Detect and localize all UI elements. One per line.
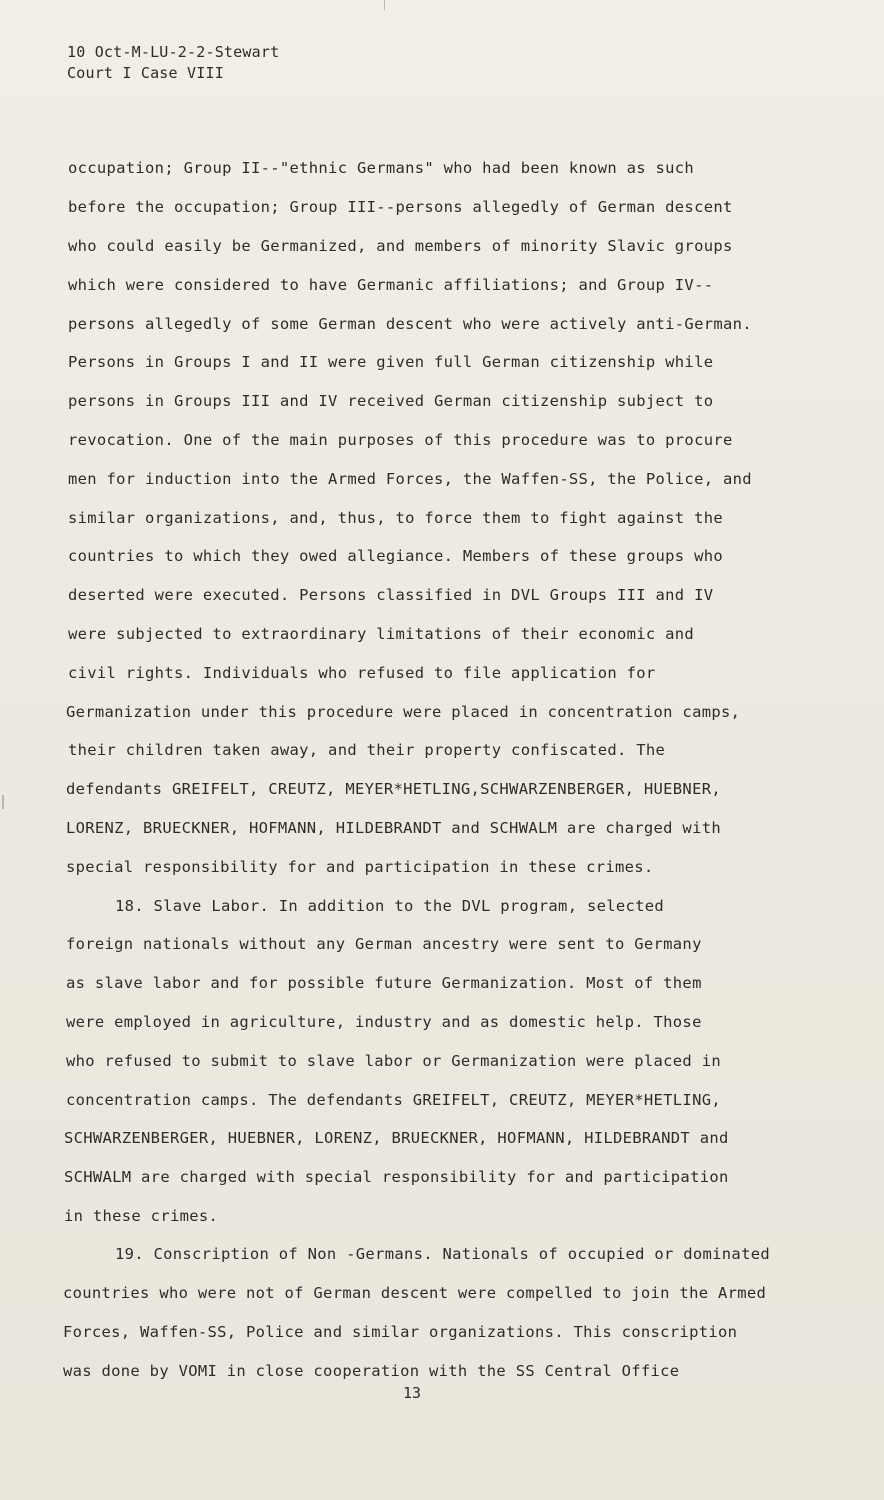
text-line: foreign nationals without any German ancestry were sent to Germany xyxy=(66,935,702,953)
text-line: before the occupation; Group III--persons allegedly of German descent xyxy=(68,198,733,216)
text-line: in these crimes. xyxy=(64,1207,219,1225)
text-line: countries who were not of German descent were compelled to join the Armed xyxy=(63,1284,767,1302)
text-line: concentration camps. The defendants GREIFELT, CREUTZ, MEYER*HETLING, xyxy=(66,1091,721,1109)
text-line: LORENZ, BRUECKNER, HOFMANN, HILDEBRANDT and SCHWALM are charged with xyxy=(66,819,721,837)
text-line: persons allegedly of some German descent who were actively anti-German. xyxy=(68,315,752,333)
text-line: were subjected to extraordinary limitations of their economic and xyxy=(68,625,695,643)
text-line: were employed in agriculture, industry and as domestic help. Those xyxy=(66,1013,702,1031)
document-header xyxy=(67,42,279,84)
text-line: who could easily be Germanized, and members of minority Slavic groups xyxy=(68,237,733,255)
header-reference: 10 Oct-M-LU-2-2-Stewart xyxy=(67,43,280,61)
text-line: was done by VOMI in close cooperation with the SS Central Office xyxy=(63,1362,680,1380)
text-line: countries to which they owed allegiance. Members of these groups who xyxy=(68,547,723,565)
text-line: Forces, Waffen-SS, Police and similar organizations. This conscription xyxy=(63,1323,738,1341)
text-line: defendants GREIFELT, CREUTZ, MEYER*HETLING,SCHWARZENBERGER, HUEBNER, xyxy=(66,780,721,798)
header-court-case: Court I Case VIII xyxy=(67,64,224,82)
text-line: which were considered to have Germanic affiliations; and Group IV-- xyxy=(68,276,714,294)
paragraph-heading-line: 18. Slave Labor. In addition to the DVL program, selected xyxy=(115,897,665,915)
text-line: as slave labor and for possible future Germanization. Most of them xyxy=(66,974,702,992)
text-line: special responsibility for and participation in these crimes. xyxy=(66,858,654,876)
page-number: 13 xyxy=(403,1384,422,1402)
paragraph-heading-line: 19. Conscription of Non -Germans. Nationals of occupied or dominated xyxy=(115,1245,770,1263)
paper-mark xyxy=(384,0,385,10)
text-line: civil rights. Individuals who refused to file application for xyxy=(68,664,656,682)
text-line: SCHWARZENBERGER, HUEBNER, LORENZ, BRUECKNER, HOFMANN, HILDEBRANDT and xyxy=(64,1129,729,1147)
text-line: who refused to submit to slave labor or Germanization were placed in xyxy=(66,1052,721,1070)
text-line: their children taken away, and their property confiscated. The xyxy=(68,741,666,759)
paper-mark xyxy=(2,795,4,809)
text-line: persons in Groups III and IV received German citizenship subject to xyxy=(68,392,714,410)
text-line: men for induction into the Armed Forces, the Waffen-SS, the Police, and xyxy=(68,470,752,488)
text-line: SCHWALM are charged with special responsibility for and participation xyxy=(64,1168,729,1186)
text-line: revocation. One of the main purposes of this procedure was to procure xyxy=(68,431,733,449)
text-line: Persons in Groups I and II were given full German citizenship while xyxy=(68,353,714,371)
text-line: Germanization under this procedure were placed in concentration camps, xyxy=(66,703,741,721)
text-line: occupation; Group II--"ethnic Germans" who had been known as such xyxy=(68,159,695,177)
text-line: similar organizations, and, thus, to force them to fight against the xyxy=(68,509,723,527)
text-line: deserted were executed. Persons classified in DVL Groups III and IV xyxy=(68,586,714,604)
